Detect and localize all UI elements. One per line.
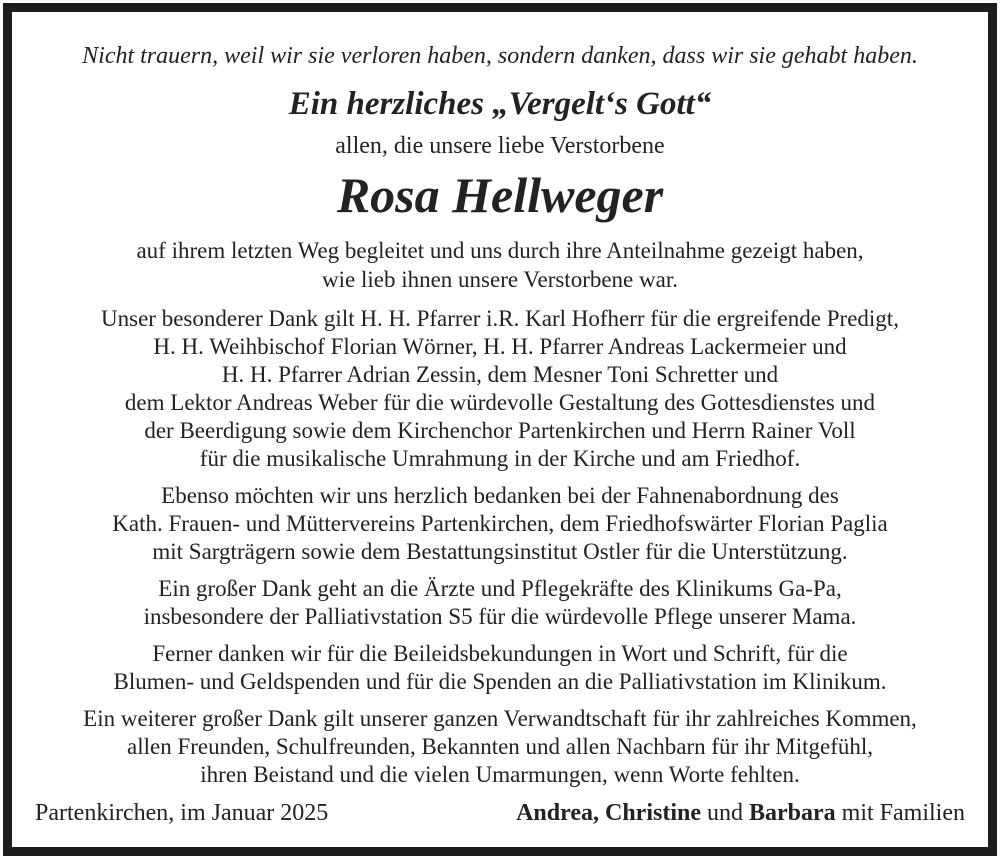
thanks-paragraph <box>24 482 976 566</box>
signature-text: mit Familien <box>835 800 965 826</box>
text-line: Ebenso möchten wir uns herzlich bedanken bei der Fahnenabordnung des <box>161 483 839 508</box>
text-line: Ferner danken wir für die Beileidsbekundungen in Wort und Schrift, für die <box>152 641 848 666</box>
text-line: wie lieb ihnen unsere Verstorbene war. <box>322 267 678 292</box>
signature-name: Christine <box>605 800 701 826</box>
text-line: allen Freunden, Schulfreunden, Bekannten und allen Nachbarn für ihr Mitgefühl, <box>127 734 873 759</box>
notice-border-frame <box>3 3 997 856</box>
text-line: Ein weiterer großer Dank gilt unserer ganzen Verwandtschaft für ihr zahlreiches Kommen, <box>83 706 917 731</box>
thanks-paragraph <box>24 640 976 696</box>
signature-name: Barbara <box>749 800 836 826</box>
text-line: Blumen- und Geldspenden und für die Spenden an die Palliativstation im Klinikum. <box>113 669 887 694</box>
text-line: Unser besonderer Dank gilt H. H. Pfarrer i.R. Karl Hofherr für die ergreifende Predigt, <box>101 306 899 331</box>
text-line: auf ihrem letzten Weg begleitet und uns durch ihre Anteilnahme gezeigt haben, <box>136 238 864 263</box>
text-line: mit Sargträgern sowie dem Bestattungsinstitut Ostler für die Unterstützung. <box>152 539 848 564</box>
text-line: der Beerdigung sowie dem Kirchenchor Partenkirchen und Herrn Rainer Voll <box>144 418 856 443</box>
footer-row <box>35 799 965 827</box>
thanks-paragraphs <box>24 305 976 789</box>
thanks-paragraph <box>24 305 976 473</box>
thanks-paragraph <box>24 575 976 631</box>
epigraph-quote: Nicht trauern, weil wir sie verloren haben, sondern danken, dass wir sie gehabt haben. <box>82 43 918 69</box>
intro-paragraph <box>24 236 976 294</box>
headline: Ein herzliches „Vergelt‘s Gott“ <box>288 86 712 122</box>
subline: allen, die unsere liebe Verstorbene <box>335 133 665 159</box>
text-line: für die musikalische Umrahmung in der Kirche und am Friedhof. <box>199 446 801 471</box>
text-line: Kath. Frauen- und Müttervereins Partenkirchen, dem Friedhofswärter Florian Paglia <box>112 511 888 536</box>
text-line: H. H. Weihbischof Florian Wörner, H. H. Pfarrer Andreas Lackermeier und <box>153 334 847 359</box>
signature-name: Andrea, <box>516 800 599 826</box>
signature-text: und <box>701 800 749 826</box>
text-line: dem Lektor Andreas Weber für die würdevolle Gestaltung des Gottesdienstes und <box>124 390 876 415</box>
thanks-paragraph <box>24 705 976 789</box>
deceased-name: Rosa Hellweger <box>336 167 664 223</box>
signature-line <box>516 799 965 827</box>
text-line: ihren Beistand und die vielen Umarmungen, wenn Worte fehlten. <box>200 762 800 787</box>
text-line: insbesondere der Palliativstation S5 für die würdevolle Pflege unserer Mama. <box>143 604 857 629</box>
text-line: Ein großer Dank geht an die Ärzte und Pflegekräfte des Klinikums Ga-Pa, <box>158 576 842 601</box>
text-line: H. H. Pfarrer Adrian Zessin, dem Mesner Toni Schretter und <box>221 362 779 387</box>
place-date: Partenkirchen, im Januar 2025 <box>35 800 329 826</box>
